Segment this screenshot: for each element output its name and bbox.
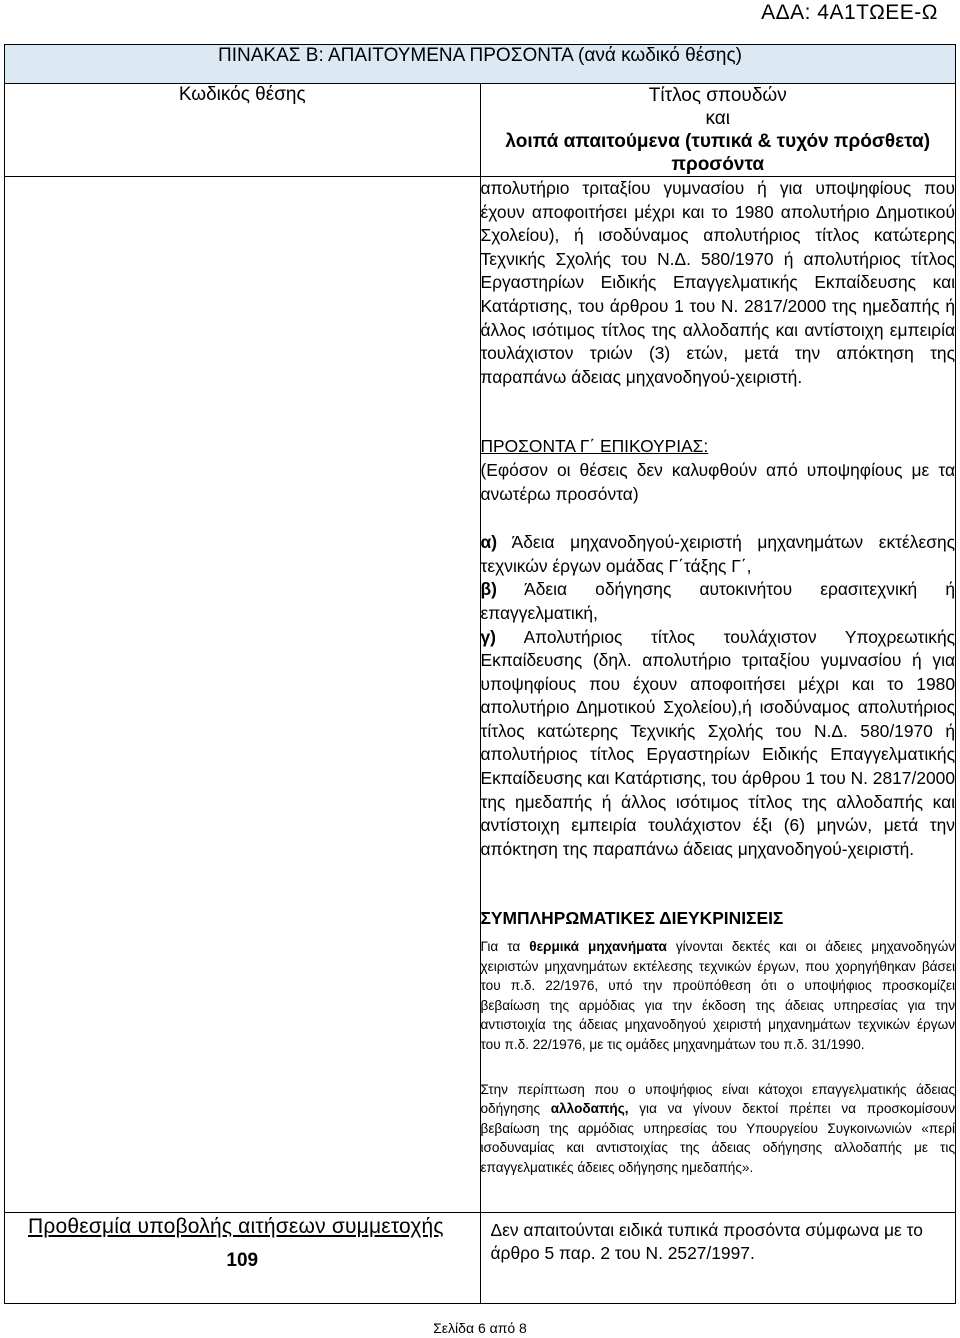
- item-b-text: Άδεια οδήγησης αυτοκινήτου ερασιτεχνική ή επαγγελματική,: [480, 579, 955, 623]
- col-header-line1: Τίτλος σπουδών: [648, 85, 787, 106]
- deadline-heading: Προθεσμία υποβολής αιτήσεων συμμετοχής: [28, 1215, 444, 1238]
- clar1-bold: θερμικά μηχανήματα: [529, 939, 667, 955]
- clar2-post: για να γίνουν δεκτοί πρέπει να προσκομίσουν βεβαίωση της αρμόδιας υπηρεσίας του Υπουργείου Συγκοινωνιών «περί ισοδυναμίας και αντιστοιχίας της άδειας οδήγησης αλλοδαπής με τις επαγγελματικές άδειες οδήγησης ημεδαπής».: [480, 1101, 955, 1175]
- item-a: [481, 531, 956, 578]
- item-c: [481, 626, 956, 862]
- item-c-label: γ): [480, 626, 496, 647]
- item-c-text: Απολυτήριος τίτλος τουλάχιστον Υποχρεωτικής Εκπαίδευσης (δηλ. απολυτήριο τριταξίου γυμνασίου ή για υποψηφίους που έχουν αποφοιτήσει μέχρι και το 1980 απολυτήριο Δημοτικού Σχολείου),ή ισοδύναμος απολυτήριος τίτλος κατώτερης Τεχνικής Σχολής του Ν.Δ. 580/1970 ή απολυτήριος τίτλος Εργαστηρίων Ειδικής Επαγγελματικής Εκπαίδευσης και Κατάρτισης, του άρθρου 1 του Ν. 2817/2000 της ημεδαπής ή άλλος ισότιμος τίτλος της αλλοδαπής και αντίστοιχη εμπειρία τουλάχιστον έξι (6) μηνών, μετά την απόκτηση της παραπάνω άδειας μηχανοδηγού-χειριστή.: [480, 626, 955, 859]
- ada-code: ΑΔΑ: 4Α1ΤΩΕΕ-Ω: [761, 1, 938, 24]
- requirements-table: [4, 44, 956, 1304]
- position-code: 109: [5, 1212, 481, 1303]
- table-title-row: [5, 45, 956, 84]
- col-header-code: Κωδικός θέσης: [5, 84, 481, 177]
- qualifications-cell: [480, 177, 956, 1213]
- col-header-line2: και: [705, 108, 730, 129]
- clar2-pre: Στην περίπτωση που ο υποψήφιος είναι κάτοχοι επαγγελματικής άδειας οδήγησης: [480, 1081, 955, 1117]
- table-header-row: [5, 84, 956, 177]
- code-cell-empty: [5, 177, 481, 1213]
- table-row: [5, 177, 956, 1213]
- clarification-1: [481, 937, 956, 1055]
- para-continued: απολυτήριο τριταξίου γυμνασίου ή για υποψηφίους που έχουν αποφοιτήσει μέχρι και το 1980 απολυτήριο Δημοτικού Σχολείου), ή ισοδύναμος απολυτήριος τίτλος κατώτερης Τεχνικής Σχολής του Ν.Δ. 580/1970 ή απολυτήριος τίτλος Εργαστηρίων Ειδικής Επαγγελματικής Εκπαίδευσης και Κατάρτισης, του άρθρου 1 του Ν. 2817/2000 της ημεδαπής ή άλλος ισότιμος τίτλος της αλλοδαπής και αντίστοιχη εμπειρία τουλάχιστον τριών (3) ετών, μετά την απόκτηση της παραπάνω άδειας μηχανοδηγού-χειριστή.: [480, 178, 955, 387]
- item-a-text: Άδεια μηχανοδηγού-χειριστή μηχανημάτων εκτέλεσης τεχνικών έργων ομάδας Γ΄τάξης Γ΄,: [480, 532, 955, 576]
- col-header-line3: λοιπά απαιτούμενα (τυπικά & τυχόν πρόσθετα) προσόντα: [505, 131, 931, 175]
- clarification-2: [481, 1080, 956, 1178]
- position-requirements: Δεν απαιτούνται ειδικά τυπικά προσόντα σύμφωνα με το άρθρο 5 παρ. 2 του Ν. 2527/1997.: [480, 1212, 956, 1303]
- aux-heading: ΠΡΟΣΟΝΤΑ Γ΄ ΕΠΙΚΟΥΡΙΑΣ:: [480, 436, 709, 457]
- clar2-bold: αλλοδαπής,: [550, 1101, 629, 1117]
- table-title: ΠΙΝΑΚΑΣ Β: ΑΠΑΙΤΟΥΜΕΝΑ ΠΡΟΣΟΝΤΑ (ανά κωδικό θέσης): [5, 45, 956, 84]
- clar1-pre: Για τα: [480, 939, 530, 955]
- item-a-label: α): [480, 532, 497, 553]
- page-number: Σελίδα 6 από 8: [433, 1320, 527, 1336]
- col-header-qualifications: [480, 84, 956, 177]
- clarifications-heading: ΣΥΜΠΛΗΡΩΜΑΤΙΚΕΣ ΔΙΕΥΚΡΙΝΙΣΕΙΣ: [480, 908, 784, 929]
- aux-note: (Εφόσον οι θέσεις δεν καλυφθούν από υποψηφίους με τα ανωτέρω προσόντα): [480, 459, 955, 504]
- item-b-label: β): [480, 579, 497, 600]
- item-b: [481, 578, 956, 625]
- clar1-post: γίνονται δεκτές και οι άδειες μηχανοδηγών χειριστών μηχανημάτων εκτέλεσης τεχνικών έργων, που χορηγήθηκαν βάσει του π.δ. 22/1976, υπό την προϋπόθεση ότι ο υποψήφιος προσκομίζει βεβαίωση της αρμόδιας για την έκδοση της άδειας υπηρεσίας για την αντιστοιχία της άδειας μηχανοδηγού χειριστή μηχανημάτων τεχνικών έργων του π.δ. 22/1976, με τις ομάδες μηχανημάτων του π.δ. 31/1990.: [480, 939, 956, 1052]
